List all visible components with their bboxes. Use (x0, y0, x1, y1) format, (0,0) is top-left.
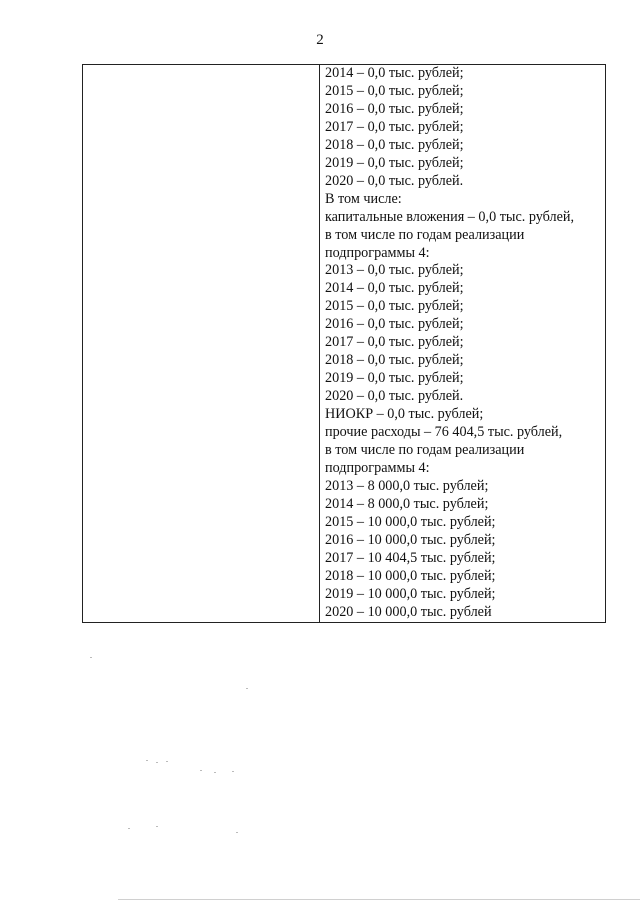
table-line: подпрограммы 4: (325, 244, 430, 261)
table-line: 2014 – 0,0 тыс. рублей; (325, 280, 464, 297)
page-number: 2 (316, 32, 324, 48)
table-line: 2020 – 0,0 тыс. рублей. (325, 388, 464, 405)
table-line: в том числе по годам реализации (325, 442, 525, 459)
table-line: 2019 – 0,0 тыс. рублей; (325, 154, 464, 171)
scan-speck (200, 770, 202, 771)
bottom-edge-line (118, 899, 640, 900)
table-line: 2013 – 0,0 тыс. рублей; (325, 262, 464, 279)
right-cell (320, 65, 606, 623)
table-line: НИОКР – 0,0 тыс. рублей; (325, 406, 484, 423)
table-line: 2015 – 0,0 тыс. рублей; (325, 298, 464, 315)
scan-speck (90, 657, 92, 658)
table-line: 2015 – 10 000,0 тыс. рублей; (325, 513, 496, 530)
table-line: 2020 – 10 000,0 тыс. рублей (325, 603, 492, 620)
table-line: В том числе: (325, 190, 402, 207)
scan-speck (128, 828, 130, 829)
table-line: прочие расходы – 76 404,5 тыс. рублей, (325, 424, 563, 441)
table-line: 2017 – 0,0 тыс. рублей; (325, 334, 464, 351)
table-line: 2014 – 0,0 тыс. рублей; (325, 65, 464, 81)
table-line: 2014 – 8 000,0 тыс. рублей; (325, 495, 489, 512)
financing-table (82, 64, 606, 623)
table-line: 2018 – 0,0 тыс. рублей; (325, 352, 464, 369)
scan-speck (146, 760, 148, 761)
table-line: 2019 – 0,0 тыс. рублей; (325, 370, 464, 387)
table-line: 2016 – 0,0 тыс. рублей; (325, 100, 464, 117)
scan-speck (232, 771, 234, 772)
table-line: 2016 – 10 000,0 тыс. рублей; (325, 531, 496, 548)
table-line: 2019 – 10 000,0 тыс. рублей; (325, 585, 496, 602)
table-line: подпрограммы 4: (325, 459, 430, 476)
table-line: 2020 – 0,0 тыс. рублей. (325, 172, 464, 189)
scan-speck (156, 762, 158, 763)
scan-speck (214, 772, 216, 773)
table-row (83, 65, 606, 623)
table-line: 2015 – 0,0 тыс. рублей; (325, 82, 464, 99)
scan-speck (156, 826, 158, 827)
left-cell (83, 65, 320, 623)
scan-speck (236, 832, 238, 833)
table-line: 2018 – 0,0 тыс. рублей; (325, 136, 464, 153)
table-line: капитальные вложения – 0,0 тыс. рублей, (325, 208, 575, 225)
table-line: 2018 – 10 000,0 тыс. рублей; (325, 567, 496, 584)
table-line: 2013 – 8 000,0 тыс. рублей; (325, 477, 489, 494)
scan-speck (246, 688, 248, 689)
table-line: в том числе по годам реализации (325, 226, 525, 243)
table-line: 2017 – 10 404,5 тыс. рублей; (325, 549, 496, 566)
table-line: 2017 – 0,0 тыс. рублей; (325, 118, 464, 135)
scan-speck (166, 761, 168, 762)
table-line: 2016 – 0,0 тыс. рублей; (325, 316, 464, 333)
